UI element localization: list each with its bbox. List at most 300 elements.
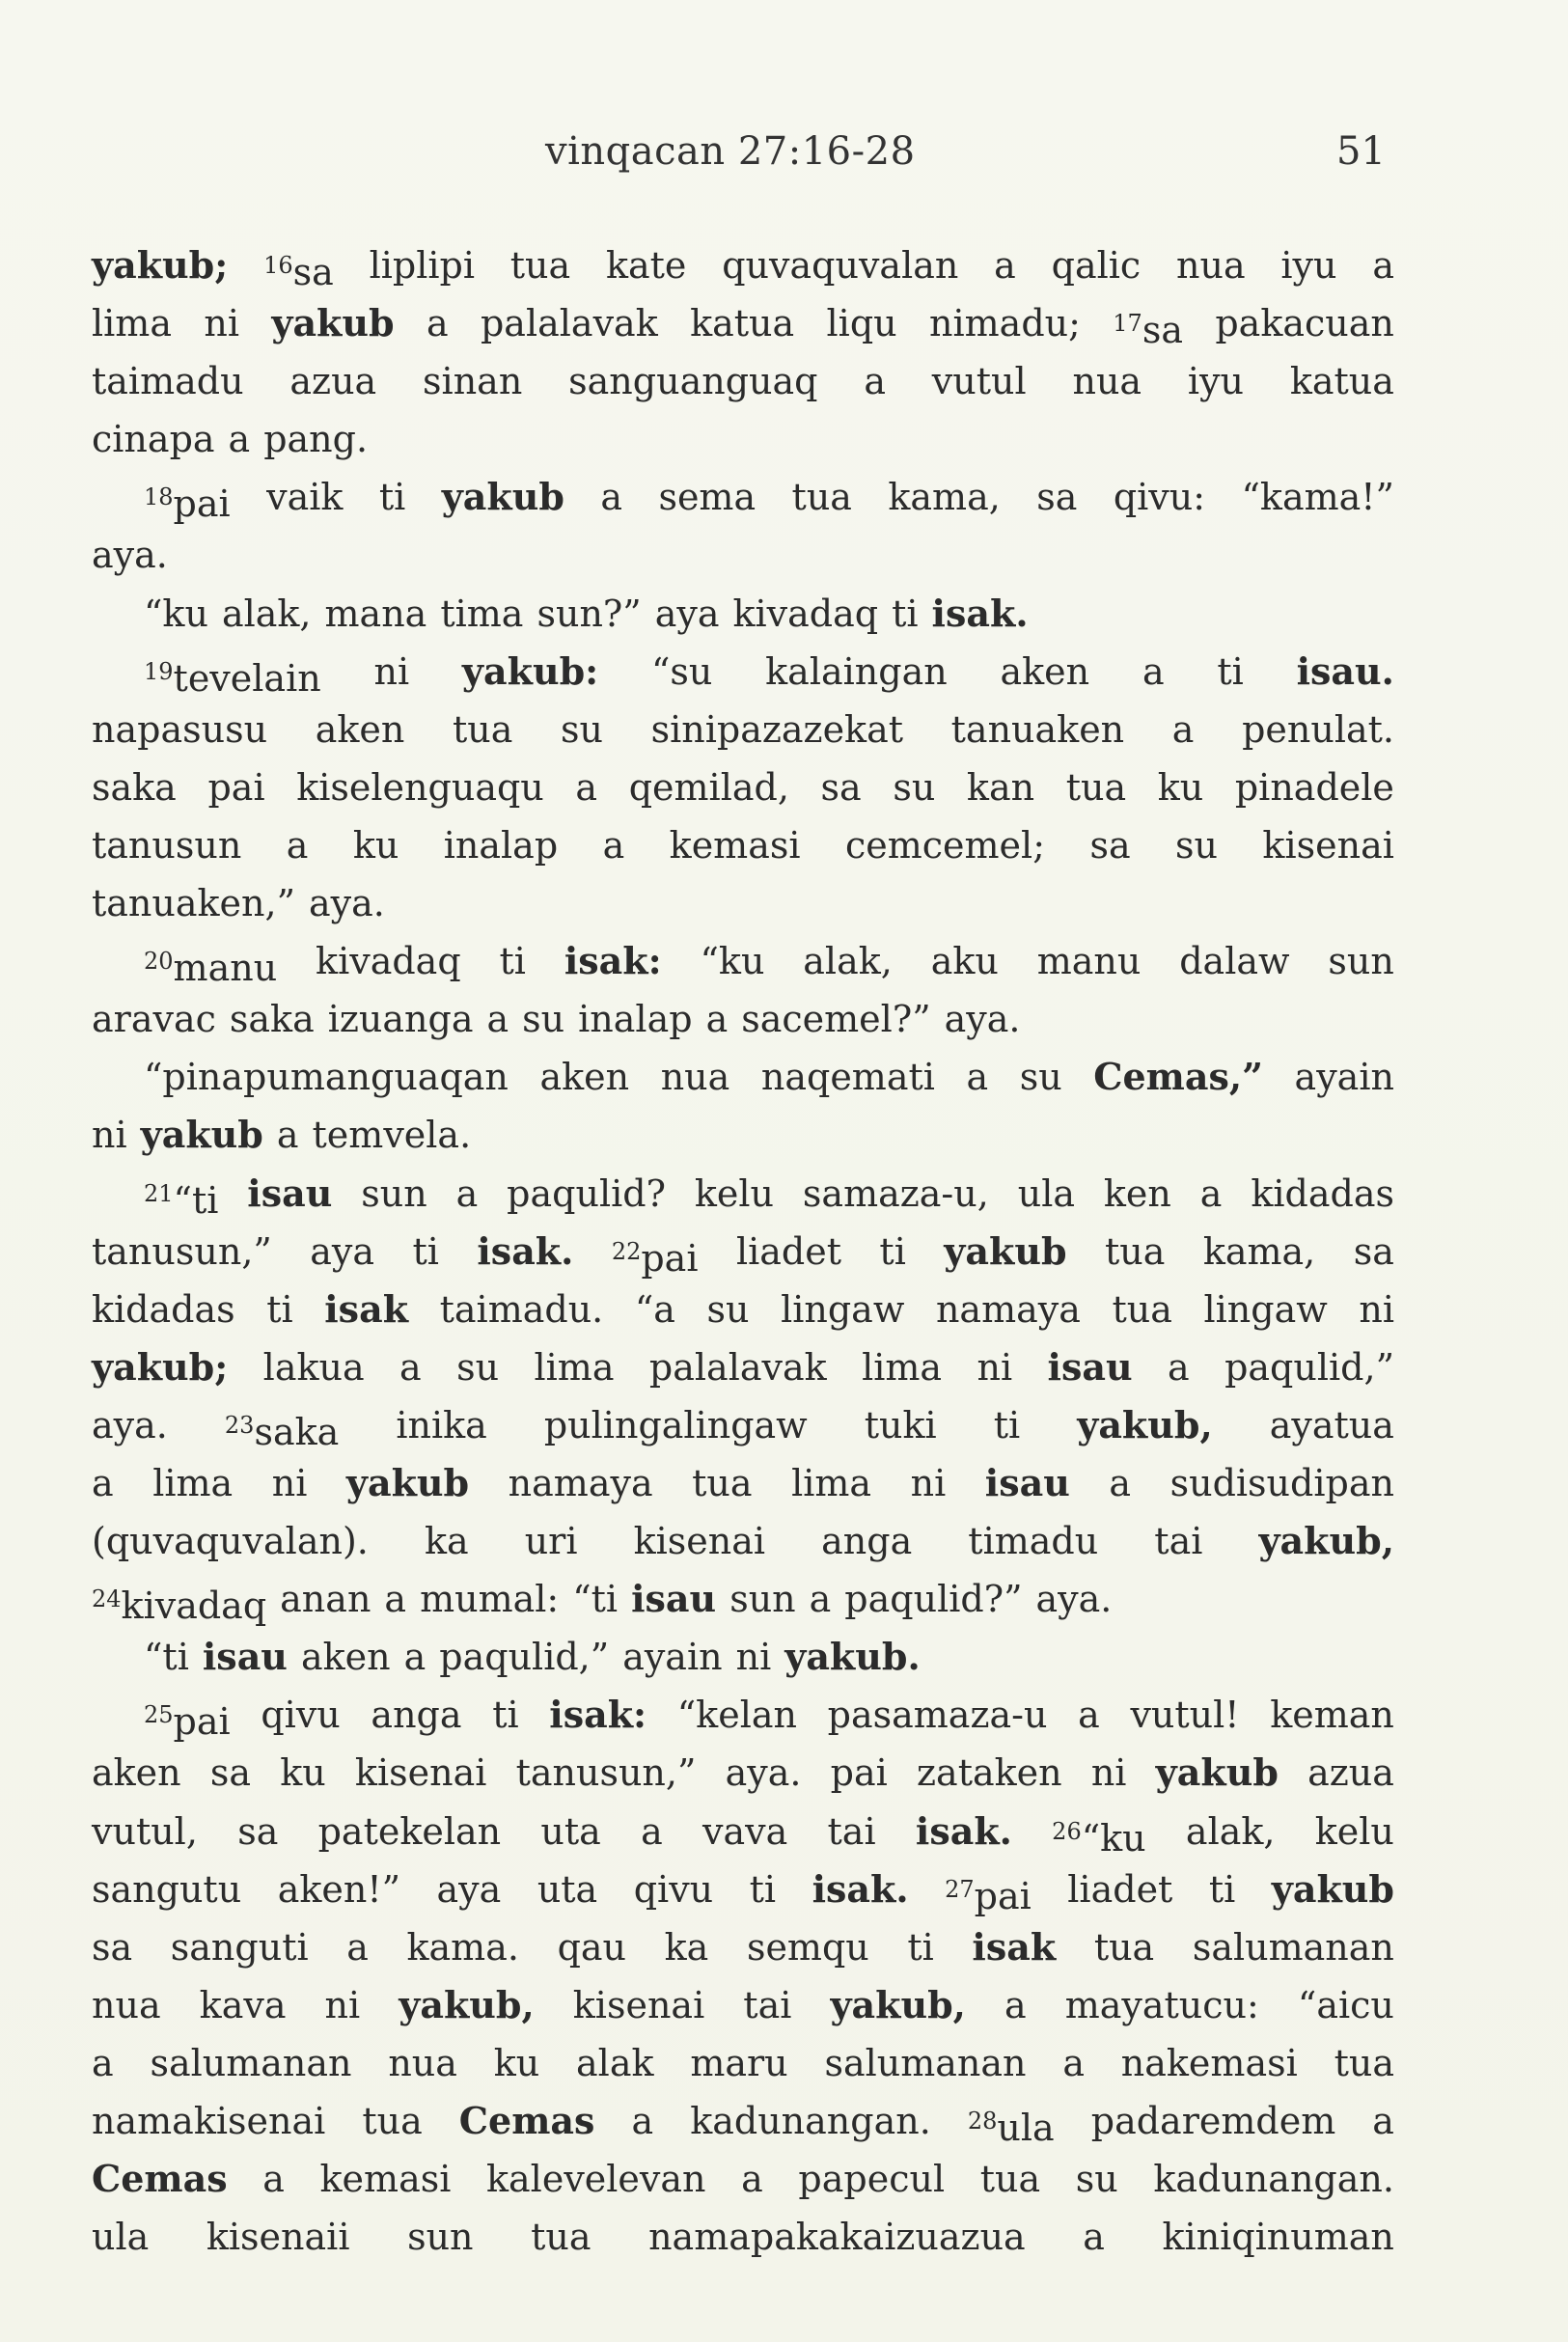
word <box>1052 236 1142 294</box>
word <box>425 1512 469 1570</box>
word <box>784 1628 920 1686</box>
word-text: kemasi <box>669 823 801 867</box>
word <box>1203 1281 1327 1338</box>
word <box>1142 643 1165 701</box>
word <box>916 1803 1012 1860</box>
word <box>316 932 461 990</box>
word-text: samaza-u, <box>802 1171 989 1215</box>
word-text: ni <box>324 1983 361 2026</box>
verse-number: 21 <box>144 1179 174 1207</box>
word-text: tanusun,” <box>515 1751 697 1795</box>
word <box>907 1918 933 1976</box>
word-text: nua <box>660 1056 730 1099</box>
word-text: aken <box>1000 649 1090 693</box>
word-text: ni <box>92 1114 127 1157</box>
word <box>1094 1918 1154 1976</box>
word <box>1179 932 1289 990</box>
word <box>692 1454 752 1512</box>
word <box>92 410 215 468</box>
word-text: nua <box>92 1983 161 2026</box>
word <box>578 990 692 1048</box>
word <box>144 585 208 643</box>
word-text: “ti <box>173 1178 219 1222</box>
text-line <box>92 1048 1394 1106</box>
word-text: tua <box>362 2100 423 2142</box>
word-text: uri <box>524 1520 578 1563</box>
text-line <box>92 1396 1394 1454</box>
word-text: ku <box>1157 765 1204 809</box>
word <box>206 2208 350 2266</box>
word <box>576 2034 654 2092</box>
word <box>606 236 686 294</box>
word <box>262 2150 285 2208</box>
word-text: saka <box>229 998 315 1041</box>
word-text: nakemasi <box>1120 2041 1298 2084</box>
word <box>92 1744 181 1802</box>
verse-number: 25 <box>144 1701 174 1729</box>
word <box>1251 1165 1394 1223</box>
word <box>765 643 948 701</box>
word <box>1354 1223 1394 1281</box>
word <box>741 990 930 1048</box>
word-text: aya. <box>1035 1578 1113 1621</box>
word-text: semqu <box>746 1925 869 1969</box>
text-line <box>92 585 1394 643</box>
word-text: ku <box>352 823 399 867</box>
word <box>892 585 918 643</box>
word-text: maru <box>690 2041 788 2084</box>
text-line <box>92 932 1394 990</box>
word <box>247 1165 332 1223</box>
word-text: alak, <box>1185 1809 1276 1853</box>
word <box>1105 1223 1165 1281</box>
word <box>379 468 405 526</box>
word <box>572 1570 618 1628</box>
word <box>92 2150 228 2208</box>
text-line <box>92 701 1394 758</box>
word <box>821 758 862 816</box>
word <box>229 410 251 468</box>
word-text: sun <box>1328 940 1394 983</box>
word <box>966 1048 988 1106</box>
word <box>622 1628 722 1686</box>
text-line <box>92 1338 1394 1396</box>
word-text: “aicu <box>1297 1983 1394 2026</box>
word-text: palalavak <box>480 302 658 345</box>
word <box>1130 1686 1239 1744</box>
word <box>929 294 1081 352</box>
word <box>453 701 512 758</box>
text-line <box>92 468 1394 526</box>
word-text: sun?” <box>536 592 642 635</box>
word-text: aya. <box>309 882 385 925</box>
text-line <box>92 990 1394 1048</box>
word <box>931 932 999 990</box>
word-text: pai <box>173 482 231 526</box>
name-bold: isau <box>247 1171 333 1215</box>
word <box>1298 1976 1394 2034</box>
word <box>144 1165 218 1223</box>
word <box>736 1628 772 1686</box>
word-text: inika <box>396 1403 487 1447</box>
word <box>803 1165 989 1223</box>
word-text: su <box>1175 823 1218 867</box>
word-text: kelu <box>1314 1809 1394 1853</box>
word <box>690 2092 931 2150</box>
word <box>150 2034 351 2092</box>
word <box>263 1338 365 1396</box>
word <box>144 1628 189 1686</box>
word <box>1203 1223 1315 1281</box>
page-header <box>0 129 1568 187</box>
word-text: aya. <box>92 534 168 577</box>
word <box>1372 2092 1394 2150</box>
word-text: kisenai <box>572 1983 705 2026</box>
verse-number: 17 <box>1113 310 1142 338</box>
name-bold: isak: <box>549 1693 647 1737</box>
word-text: ni <box>910 1461 947 1504</box>
word-text: ni <box>1359 1287 1394 1331</box>
word <box>1065 1976 1259 2034</box>
text-line <box>92 2150 1394 2208</box>
word <box>92 1396 168 1454</box>
word <box>1036 468 1077 526</box>
word-text: tua <box>1065 765 1127 809</box>
word <box>1176 236 1246 294</box>
word <box>651 701 903 758</box>
word-text: taimadu. <box>439 1287 604 1331</box>
word <box>92 1454 114 1512</box>
word-text: vutul! <box>1130 1694 1240 1737</box>
word <box>289 352 376 410</box>
word <box>210 1744 251 1802</box>
text-line <box>92 1570 1394 1628</box>
word <box>831 1744 888 1802</box>
word <box>1270 1686 1394 1744</box>
verse-number: 16 <box>263 252 293 279</box>
word <box>370 236 475 294</box>
word-text: salumanan <box>824 2041 1027 2084</box>
word <box>237 1803 278 1860</box>
word <box>92 1512 369 1570</box>
word-text: sa <box>209 1751 252 1795</box>
word <box>631 1570 716 1628</box>
word <box>561 701 603 758</box>
word-text: sa <box>292 251 334 293</box>
text-line <box>92 352 1394 410</box>
word <box>1036 1570 1113 1628</box>
word-text: tua <box>791 476 852 519</box>
word <box>353 816 399 874</box>
word-text: a <box>1171 707 1195 751</box>
word <box>261 1686 340 1744</box>
word <box>439 1628 609 1686</box>
word-text: sa <box>1089 823 1131 867</box>
word-text: lima <box>791 1461 872 1504</box>
word <box>864 352 886 410</box>
word-text: uta <box>536 1867 598 1911</box>
word-text: sinan <box>423 360 523 403</box>
word <box>573 1976 704 2034</box>
name-bold: Cemas,” <box>1093 1055 1263 1099</box>
word <box>171 1918 309 1976</box>
text-line <box>92 1628 1394 1686</box>
word-text: sun <box>361 1171 427 1215</box>
word <box>92 758 177 816</box>
word-text: a <box>1199 1171 1223 1215</box>
word <box>204 294 239 352</box>
word-text: aya <box>654 592 720 635</box>
word <box>296 758 544 816</box>
word-text: ka <box>664 1925 709 1969</box>
word-text: kate <box>605 244 687 287</box>
word <box>277 1106 299 1164</box>
word <box>225 1396 339 1454</box>
word-text: dalaw <box>1179 940 1290 983</box>
word <box>1315 1803 1394 1860</box>
word-text: quvaquvalan <box>722 244 959 287</box>
word-text: aya. <box>944 998 1021 1041</box>
word <box>1200 1165 1223 1223</box>
word <box>845 816 1045 874</box>
word-text: lima <box>534 1345 615 1389</box>
word <box>862 1338 942 1396</box>
word-text: sa <box>1036 476 1078 519</box>
word <box>980 2150 1040 2208</box>
word <box>1334 2034 1394 2092</box>
word-text: sa <box>237 1809 279 1853</box>
word-text: qau <box>557 1925 627 1969</box>
word-text: a <box>1062 2041 1085 2084</box>
word <box>932 585 1029 643</box>
word-text: tua <box>509 244 571 287</box>
word <box>412 1223 438 1281</box>
word-text: nua <box>388 2041 457 2084</box>
name-bold: isau <box>202 1635 288 1679</box>
word-text: aken <box>300 1636 391 1679</box>
word <box>1272 1860 1394 1918</box>
word <box>355 1744 486 1802</box>
word <box>510 236 570 294</box>
word <box>1104 1165 1171 1223</box>
word-text: kiselenguaqu <box>296 765 544 809</box>
word <box>535 1338 615 1396</box>
word-text: vaik <box>266 476 344 519</box>
word <box>92 1338 228 1396</box>
word-text: a <box>705 998 729 1041</box>
word <box>726 1744 802 1802</box>
word-text: ni <box>735 1636 772 1679</box>
word-text: ayain <box>1294 1056 1394 1099</box>
word-text: katua <box>1289 360 1394 403</box>
word-text: “ti <box>572 1578 619 1621</box>
text-line <box>92 1512 1394 1570</box>
word <box>1307 1744 1394 1802</box>
word-text: ula <box>997 2107 1055 2149</box>
word-text: iyu <box>1187 360 1245 403</box>
word <box>324 1281 408 1338</box>
word <box>635 1281 675 1338</box>
word-text: kama, <box>888 476 1001 519</box>
word-text: liadet <box>735 1229 841 1273</box>
word-text: su <box>1019 1056 1062 1099</box>
word <box>423 352 522 410</box>
word-text: a <box>994 244 1016 287</box>
word <box>346 1454 469 1512</box>
text-line <box>92 1686 1394 1744</box>
word <box>658 468 756 526</box>
text-line <box>92 236 1394 294</box>
word-text: sanguti <box>170 1925 309 1969</box>
verse-number: 22 <box>611 1237 642 1265</box>
word <box>456 1165 479 1223</box>
word-text: pakacuan <box>1215 302 1394 345</box>
word <box>733 585 879 643</box>
word-text: manu <box>1036 940 1142 983</box>
word-text: kan <box>966 765 1035 809</box>
word <box>396 1396 486 1454</box>
word-text: kama, <box>1202 1229 1316 1273</box>
word-text: palalavak <box>648 1345 827 1389</box>
word <box>325 1976 361 2034</box>
word-text: iyu <box>1280 244 1337 287</box>
word-text: qalic <box>1051 244 1142 287</box>
word <box>1018 1165 1075 1223</box>
word <box>695 1165 774 1223</box>
word-text: qivu <box>633 1867 714 1911</box>
word <box>361 1165 426 1223</box>
word-text: ni <box>204 302 239 345</box>
name-bold: yakub <box>441 475 564 519</box>
word <box>266 1281 292 1338</box>
text-line <box>92 526 1394 584</box>
word <box>1091 1744 1127 1802</box>
word-text: anga <box>371 1694 462 1737</box>
word-text: kidadas <box>92 1287 235 1331</box>
word-text: a <box>276 1114 299 1157</box>
word <box>1052 1803 1145 1860</box>
word-text: zataken <box>917 1751 1062 1795</box>
word <box>92 526 168 584</box>
word <box>1048 1338 1133 1396</box>
word <box>1168 1338 1190 1396</box>
name-bold: Cemas <box>92 2157 228 2201</box>
verse-number: 26 <box>1052 1817 1082 1845</box>
word <box>313 1106 472 1164</box>
word <box>911 1454 947 1512</box>
word-text: a <box>486 998 509 1041</box>
word <box>803 932 893 990</box>
verse-number: 18 <box>144 483 174 511</box>
word <box>444 816 558 874</box>
word <box>917 1744 1062 1802</box>
word <box>994 1396 1020 1454</box>
word <box>893 758 935 816</box>
word <box>936 1281 1081 1338</box>
word-text: sun <box>407 2216 474 2259</box>
word <box>539 1048 629 1106</box>
word <box>661 1048 730 1106</box>
word <box>316 701 405 758</box>
word-text: sema <box>658 476 756 519</box>
word <box>747 1918 869 1976</box>
word-text: napasusu <box>92 707 268 751</box>
word <box>420 1570 559 1628</box>
word <box>287 816 309 874</box>
word-text: ka <box>424 1520 469 1563</box>
word <box>736 1223 841 1281</box>
word-text: a <box>1083 2216 1105 2259</box>
name-bold: isau <box>984 1460 1070 1504</box>
word <box>985 1454 1070 1512</box>
word-text: sinipazazekat <box>650 707 904 751</box>
word-text: alak, <box>803 940 893 983</box>
word-text: salumanan <box>1192 1925 1394 1969</box>
word-text: ti <box>412 1229 439 1273</box>
word <box>1114 468 1205 526</box>
word <box>230 990 315 1048</box>
word-text: kemasi <box>319 2158 452 2201</box>
word <box>564 932 662 990</box>
word-text: lingaw <box>781 1287 905 1331</box>
word-text: mayatucu: <box>1064 1983 1259 2026</box>
name-bold: isak. <box>931 591 1029 635</box>
word-text: ti <box>879 1229 906 1273</box>
word-text: a <box>1078 1694 1100 1737</box>
text-line <box>92 1281 1394 1338</box>
text-line <box>92 643 1394 701</box>
word <box>92 2092 325 2150</box>
word <box>500 932 526 990</box>
word-text: a <box>1168 1345 1190 1389</box>
word <box>844 1570 1022 1628</box>
word-text: ku <box>493 2041 540 2084</box>
text-line <box>92 1454 1394 1512</box>
word-text: pai <box>641 1236 699 1280</box>
word-text: ti <box>266 1287 293 1331</box>
word <box>92 1803 198 1860</box>
running-title: vinqacan 27:16-28 <box>545 129 916 174</box>
word <box>1083 2208 1105 2266</box>
word <box>320 2150 452 2208</box>
word-text: paqulid,” <box>439 1636 610 1679</box>
word-text: kisenai <box>354 1751 487 1795</box>
word <box>144 643 321 701</box>
word <box>318 1803 502 1860</box>
word-text: anan <box>280 1578 371 1621</box>
page-number: 51 <box>1336 129 1386 174</box>
text-line <box>92 816 1394 874</box>
word-text: alak, <box>221 592 312 635</box>
word <box>426 294 449 352</box>
word <box>92 294 172 352</box>
word <box>309 874 385 932</box>
word-text: liadet <box>1067 1867 1173 1911</box>
word <box>1078 1686 1100 1744</box>
verse-number: 24 <box>92 1585 122 1613</box>
word-text: namaya <box>935 1287 1081 1331</box>
word <box>272 1454 308 1512</box>
word <box>1328 932 1393 990</box>
word <box>1004 1976 1027 2034</box>
word-text: kisenai <box>1262 823 1394 867</box>
word <box>144 932 277 990</box>
word-text: saka <box>254 1410 340 1453</box>
name-bold: isau <box>631 1577 717 1621</box>
name-bold: isau. <box>1296 648 1394 693</box>
word <box>702 1803 787 1860</box>
word-text: kisenai <box>633 1520 766 1563</box>
